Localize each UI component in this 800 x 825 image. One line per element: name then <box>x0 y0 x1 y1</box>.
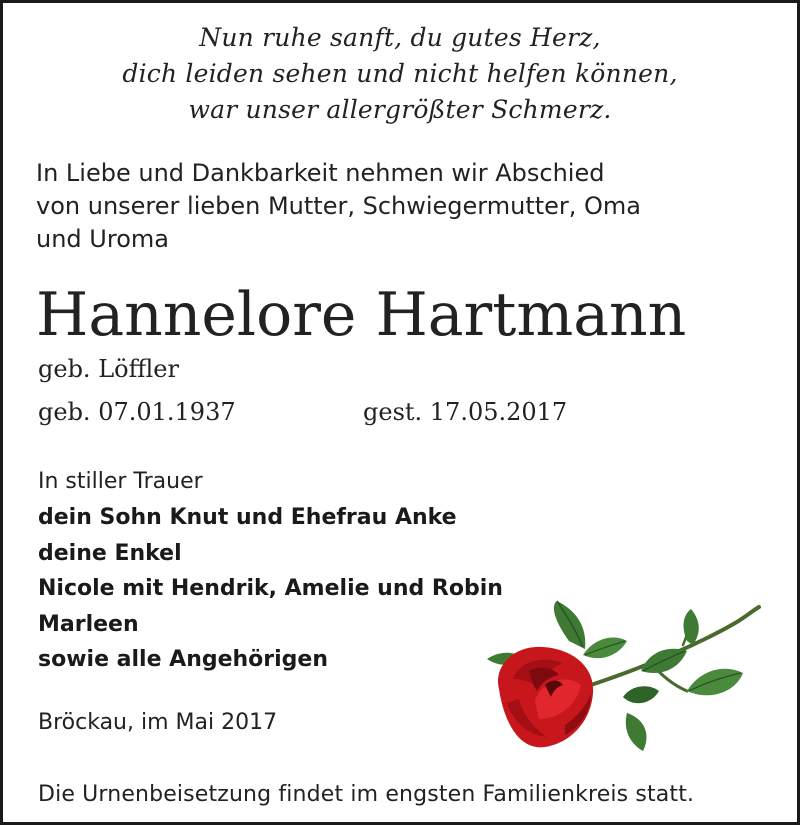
mourner-line: Nicole mit Hendrik, Amelie und Robin <box>38 576 503 601</box>
red-rose-icon <box>473 593 773 763</box>
mourners-list <box>38 500 503 678</box>
poem-line: dich leiden sehen und nicht helfen können, <box>122 59 678 88</box>
poem-line: Nun ruhe sanft, du gutes Herz, <box>199 23 601 52</box>
burial-note: Die Urnenbeisetzung findet im engsten Familienkreis statt. <box>38 782 695 807</box>
mourner-line: dein Sohn Knut und Ehefrau Anke <box>38 505 457 530</box>
intro-line: von unserer lieben Mutter, Schwiegermutter, Oma <box>36 192 642 220</box>
intro-line: und Uroma <box>36 225 169 253</box>
intro-line: In Liebe und Dankbarkeit nehmen wir Abschied <box>36 159 605 187</box>
place-date: Bröckau, im Mai 2017 <box>38 710 278 735</box>
death-date: gest. 17.05.2017 <box>363 398 568 426</box>
poem <box>3 20 797 128</box>
poem-line: war unser allergrößter Schmerz. <box>188 95 612 124</box>
maiden-name: geb. Löffler <box>38 355 179 383</box>
mourning-intro: In stiller Trauer <box>38 469 203 494</box>
birth-date: geb. 07.01.1937 <box>38 398 236 426</box>
farewell-intro <box>36 157 641 256</box>
mourner-line: Marleen <box>38 611 139 637</box>
mourner-line: sowie alle Angehörigen <box>38 647 329 672</box>
deceased-name: Hannelore Hartmann <box>36 280 687 350</box>
mourner-line: deine Enkel <box>38 540 182 566</box>
